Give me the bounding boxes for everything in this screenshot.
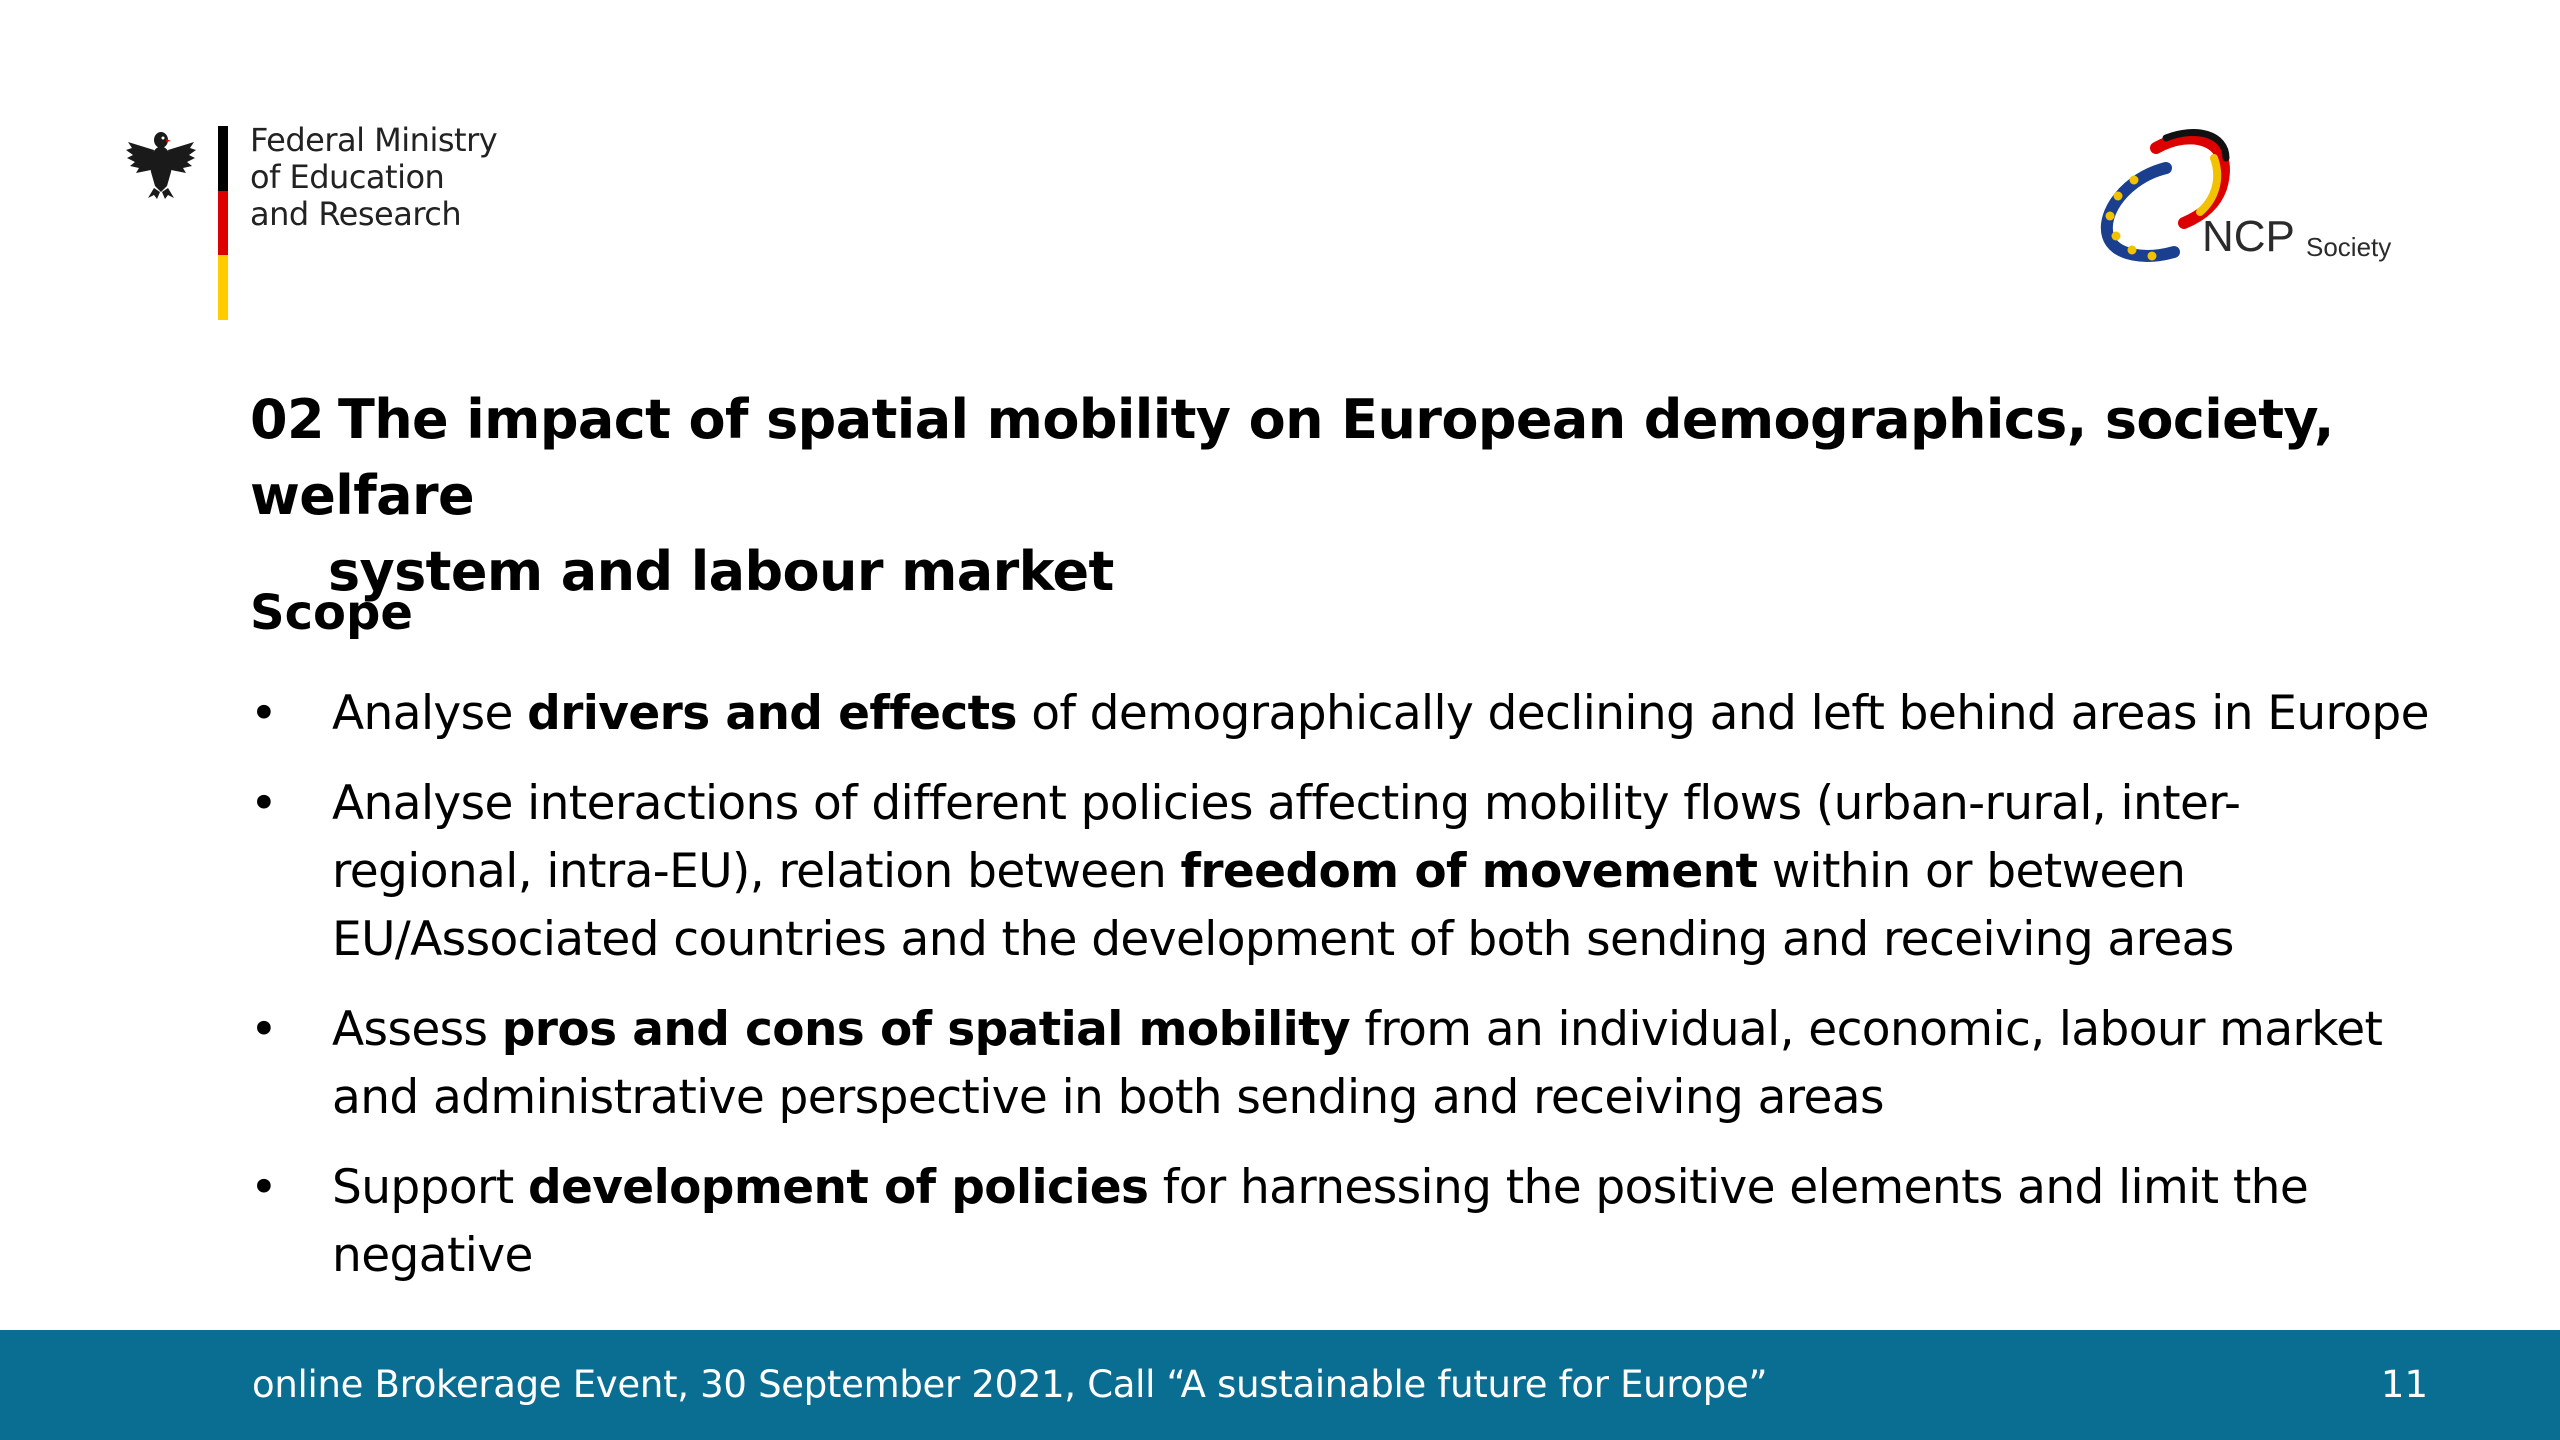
ministry-name-line1: Federal Ministry bbox=[250, 121, 498, 159]
flag-stripe-black bbox=[218, 126, 228, 191]
ncp-logo-subtext: Society bbox=[2306, 232, 2392, 262]
ministry-name-line2: of Education bbox=[250, 158, 445, 196]
bullet-text-before: Support bbox=[332, 1160, 528, 1215]
ncp-logo-text: NCP bbox=[2202, 212, 2295, 261]
page-number: 11 bbox=[2380, 1363, 2428, 1406]
slide-title-number: 02 bbox=[250, 388, 324, 451]
ncp-society-logo bbox=[2096, 128, 2416, 278]
federal-eagle-icon bbox=[124, 126, 198, 200]
flag-stripe-gold bbox=[218, 255, 228, 320]
bullet-text-after: within or between EU/Associated countries and the development of both sending and receiving areas bbox=[332, 844, 2234, 967]
slide-title-line1: The impact of spatial mobility on European demographics, society, welfare bbox=[250, 388, 2334, 527]
bullet-text-after: for harnessing the positive elements and limit the negative bbox=[332, 1160, 2309, 1283]
slide-title-line2: system and labour market bbox=[328, 540, 1114, 603]
scope-heading: Scope bbox=[250, 585, 413, 641]
bullet-item bbox=[250, 770, 2430, 974]
bullet-icon: • bbox=[250, 686, 278, 741]
bullet-text-before: Assess bbox=[332, 1002, 502, 1057]
slide-footer bbox=[0, 1330, 2560, 1440]
bullet-text-before: Analyse interactions of different policies affecting mobility flows (urban-rural, inter-regional, intra-EU), relation between bbox=[332, 776, 2241, 899]
ministry-name bbox=[250, 122, 497, 233]
bullet-item bbox=[250, 1154, 2430, 1290]
bullet-item bbox=[250, 680, 2430, 748]
bullet-text-after: of demographically declining and left behind areas in Europe bbox=[1016, 686, 2429, 741]
bullet-text-after: from an individual, economic, labour market and administrative perspective in both sending and receiving areas bbox=[332, 1002, 2383, 1125]
bullet-icon: • bbox=[250, 776, 278, 831]
slide-title bbox=[250, 382, 2400, 610]
bullet-item bbox=[250, 996, 2430, 1132]
bullet-icon: • bbox=[250, 1160, 278, 1215]
bullet-icon: • bbox=[250, 1002, 278, 1057]
scope-bullet-list bbox=[250, 680, 2430, 1312]
bullet-text-bold: freedom of movement bbox=[1180, 844, 1758, 899]
bullet-text-bold: drivers and effects bbox=[527, 686, 1017, 741]
flag-stripe-red bbox=[218, 191, 228, 256]
bullet-text-bold: development of policies bbox=[527, 1160, 1149, 1215]
ministry-name-line3: and Research bbox=[250, 195, 462, 233]
bullet-text-before: Analyse bbox=[332, 686, 528, 741]
footer-event-text: online Brokerage Event, 30 September 2021, Call “A sustainable future for Europe” bbox=[252, 1363, 1768, 1406]
german-flag-bar bbox=[218, 126, 228, 320]
ministry-logo bbox=[124, 122, 504, 322]
bullet-text-bold: pros and cons of spatial mobility bbox=[501, 1002, 1351, 1057]
